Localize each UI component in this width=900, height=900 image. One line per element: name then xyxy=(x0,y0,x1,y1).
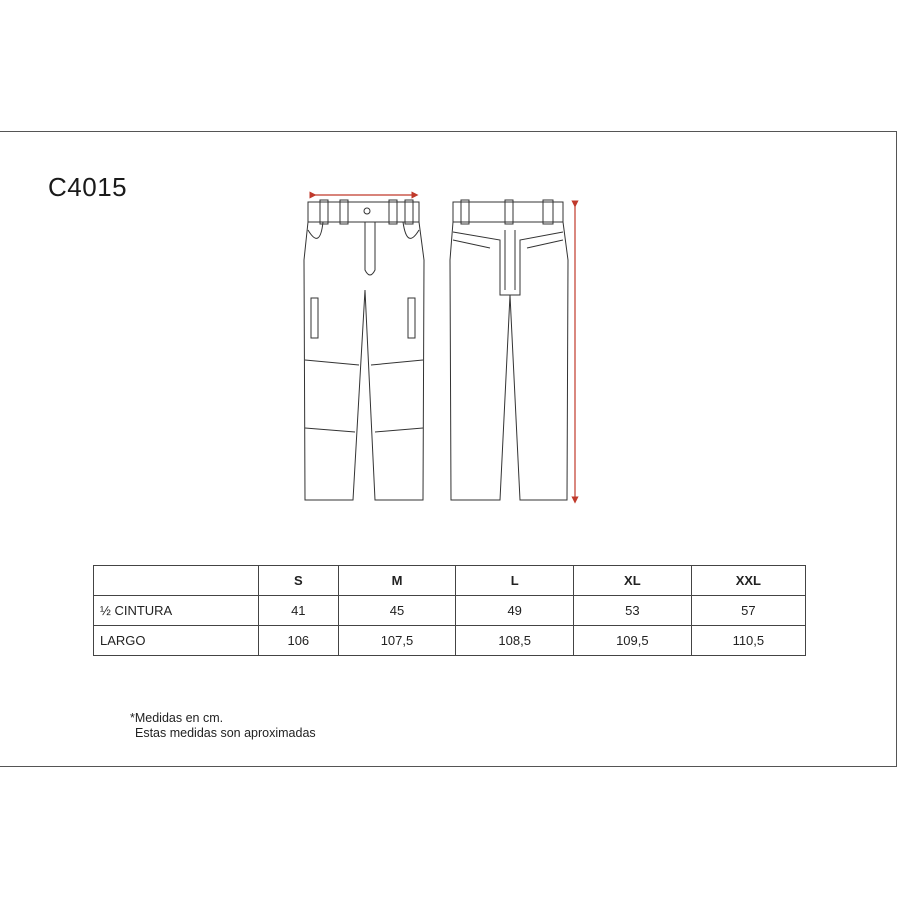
table-cell: 108,5 xyxy=(456,626,574,656)
row-label-waist: ½ CINTURA xyxy=(94,596,259,626)
size-table-corner-cell xyxy=(94,566,259,596)
table-cell: 110,5 xyxy=(691,626,805,656)
row-label-length: LARGO xyxy=(94,626,259,656)
size-table-header-row xyxy=(94,566,806,596)
table-cell: 106 xyxy=(259,626,339,656)
table-cell: 109,5 xyxy=(574,626,692,656)
table-cell: 53 xyxy=(574,596,692,626)
table-cell: 57 xyxy=(691,596,805,626)
size-header-m: M xyxy=(338,566,456,596)
note-units: *Medidas en cm. xyxy=(130,711,224,725)
product-code: C4015 xyxy=(48,172,128,202)
table-cell: 49 xyxy=(456,596,574,626)
size-table xyxy=(93,565,806,656)
table-cell: 107,5 xyxy=(338,626,456,656)
garment-technical-drawing xyxy=(295,190,595,510)
size-header-l: L xyxy=(456,566,574,596)
table-row xyxy=(94,596,806,626)
table-cell: 45 xyxy=(338,596,456,626)
size-header-xxl: XXL xyxy=(691,566,805,596)
table-cell: 41 xyxy=(259,596,339,626)
table-row xyxy=(94,626,806,656)
back-view-trousers xyxy=(450,200,568,500)
size-header-xl: XL xyxy=(574,566,692,596)
front-view-trousers xyxy=(304,200,424,500)
note-approximate: Estas medidas son aproximadas xyxy=(135,726,316,740)
size-header-s: S xyxy=(259,566,339,596)
measurement-notes xyxy=(130,711,316,741)
